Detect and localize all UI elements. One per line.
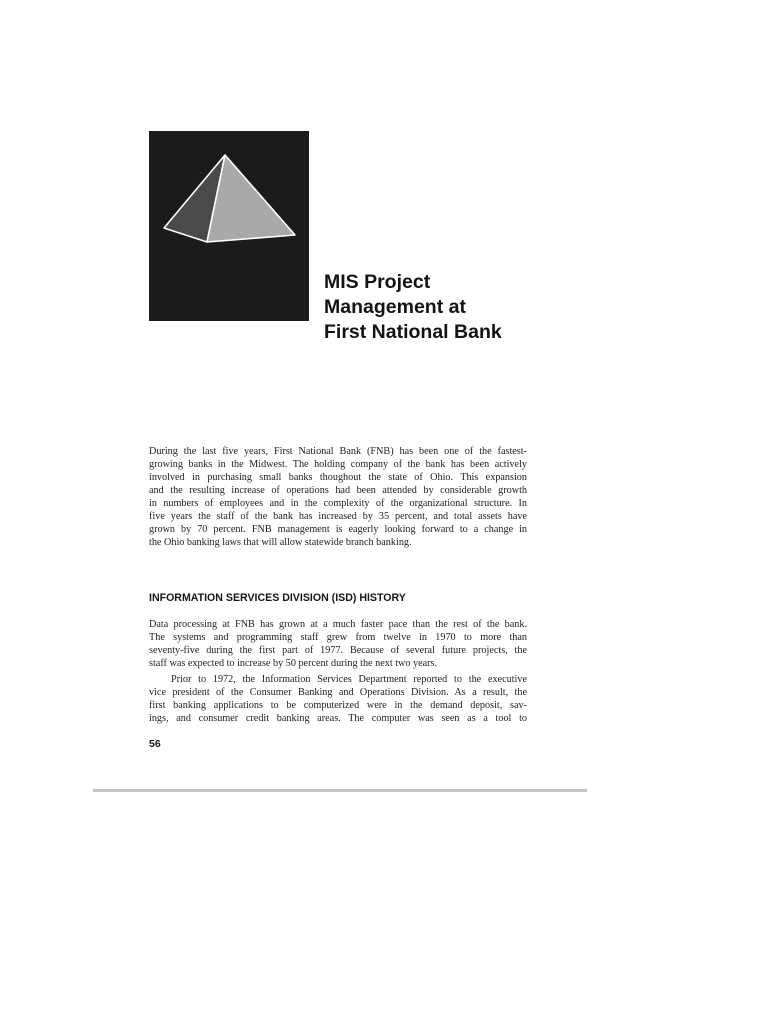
text-line: and the resulting increase of operations had been attended by considerable growth: [149, 485, 527, 496]
section-heading: INFORMATION SERVICES DIVISION (ISD) HISTORY: [149, 592, 406, 604]
text-line: the Ohio banking laws that will allow statewide branch banking.: [149, 537, 412, 548]
chapter-emblem: [149, 131, 309, 321]
chapter-title-line: First National Bank: [324, 321, 502, 343]
text-line: seventy-five during the first part of 1977. Because of several future projects, the: [149, 645, 527, 656]
text-line: first banking applications to be computerized were in the demand deposit, sav-: [149, 700, 527, 711]
chapter-title-line: Management at: [324, 296, 466, 318]
page-divider: [93, 789, 587, 792]
text-line: involved in purchasing small banks thoughout the state of Ohio. This expansion: [149, 472, 527, 483]
section-paragraph: [149, 618, 527, 670]
section-paragraph: [149, 673, 527, 725]
text-line: grown by 70 percent. FNB management is eagerly looking forward to a change in: [149, 524, 527, 535]
text-line: growing banks in the Midwest. The holding company of the bank has been actively: [149, 459, 527, 470]
text-line: ings, and consumer credit banking areas. The computer was seen as a tool to: [149, 713, 527, 724]
chapter-title-line: MIS Project: [324, 271, 431, 293]
chapter-title: [324, 270, 564, 345]
page-number: 56: [149, 738, 161, 750]
pyramid-icon: [149, 131, 309, 321]
text-line: staff was expected to increase by 50 percent during the next two years.: [149, 658, 438, 669]
text-line: The systems and programming staff grew from twelve in 1970 to more than: [149, 632, 527, 643]
text-line: During the last five years, First National Bank (FNB) has been one of the fastest-: [149, 446, 527, 457]
text-line: in numbers of employees and in the complexity of the organizational structure. In: [149, 498, 527, 509]
text-line: five years the staff of the bank has increased by 35 percent, and total assets have: [149, 511, 527, 522]
intro-paragraph: [149, 445, 527, 549]
text-line: vice president of the Consumer Banking and Operations Division. As a result, the: [149, 687, 527, 698]
text-line: Prior to 1972, the Information Services Department reported to the executive: [171, 674, 527, 685]
text-line: Data processing at FNB has grown at a much faster pace than the rest of the bank.: [149, 619, 527, 630]
